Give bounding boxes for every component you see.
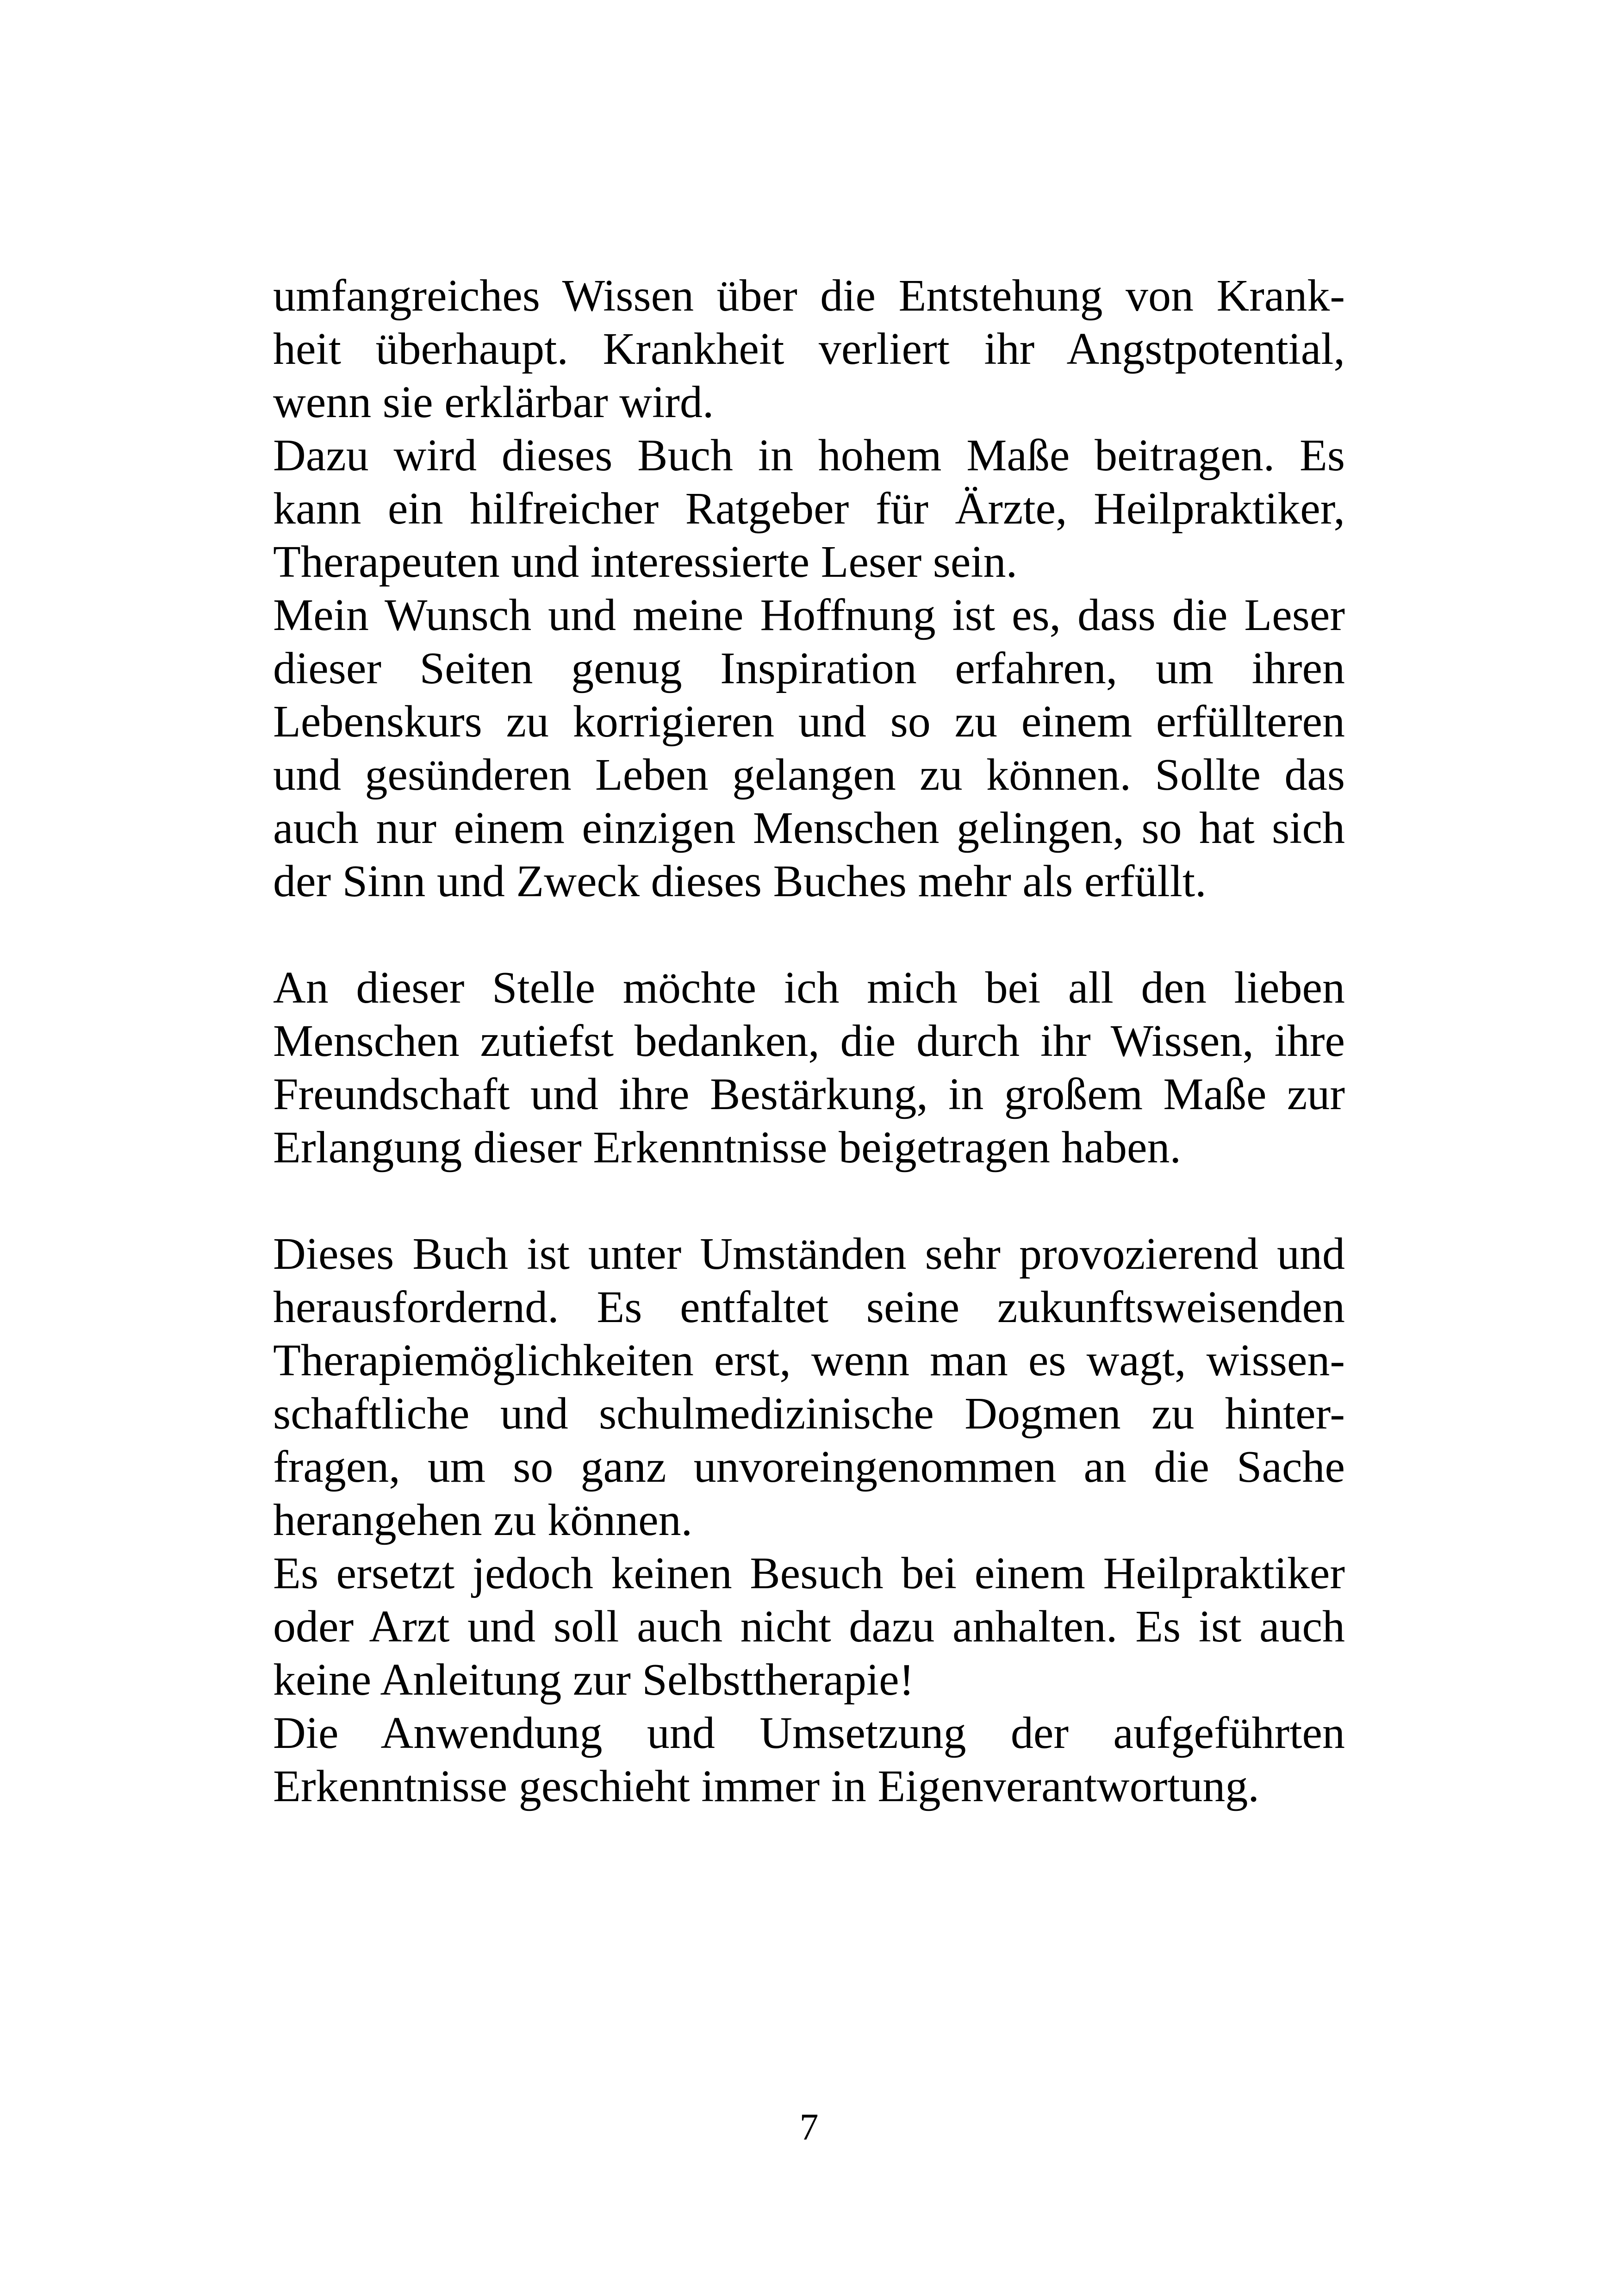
text-line: An dieser Stelle möchte ich mich bei all den lieben (273, 963, 1345, 1013)
text-line: Erlangung dieser Erkenntnisse beigetragen haben. (273, 1123, 1182, 1173)
text-line: Mein Wunsch und meine Hoffnung ist es, dass die Leser (273, 590, 1345, 640)
text-line: Erkenntnisse geschieht immer in Eigenverantwortung. (273, 1761, 1259, 1811)
body-text (273, 269, 1345, 1813)
text-line: heit überhaupt. Krankheit verliert ihr Angstpotential, (273, 324, 1345, 374)
text-line: herausfordernd. Es entfaltet seine zukunftsweisenden (273, 1282, 1345, 1332)
text-line: kann ein hilfreicher Ratgeber für Ärzte, Heilpraktiker, (273, 484, 1345, 534)
text-line: Freundschaft und ihre Bestärkung, in großem Maße zur (273, 1069, 1345, 1119)
text-line: Die Anwendung und Umsetzung der aufgeführten (273, 1708, 1345, 1758)
paragraph-gap (273, 908, 1345, 961)
text-line: keine Anleitung zur Selbsttherapie! (273, 1655, 915, 1705)
text-line: Lebenskurs zu korrigieren und so zu einem erfüllteren (273, 697, 1345, 747)
paragraph-gap (273, 1174, 1345, 1228)
text-line: wenn sie erklärbar wird. (273, 377, 714, 427)
text-line: der Sinn und Zweck dieses Buches mehr als erfüllt. (273, 856, 1207, 906)
text-line: Therapeuten und interessierte Leser sein. (273, 537, 1018, 587)
text-line: Therapiemöglichkeiten erst, wenn man es wagt, wissen- (273, 1335, 1345, 1385)
text-line: und gesünderen Leben gelangen zu können. Sollte das (273, 750, 1345, 800)
text-line: Dieses Buch ist unter Umständen sehr provozierend und (273, 1229, 1345, 1279)
text-line: oder Arzt und soll auch nicht dazu anhalten. Es ist auch (273, 1602, 1345, 1652)
text-line: auch nur einem einzigen Menschen gelingen, so hat sich (273, 803, 1345, 853)
text-line: Menschen zutiefst bedanken, die durch ihr Wissen, ihre (273, 1016, 1345, 1066)
text-line: fragen, um so ganz unvoreingenommen an die Sache (273, 1442, 1345, 1492)
text-line: dieser Seiten genug Inspiration erfahren, um ihren (273, 643, 1345, 693)
text-line: schaftliche und schulmedizinische Dogmen zu hinter- (273, 1389, 1345, 1439)
text-line: umfangreiches Wissen über die Entstehung von Krank- (273, 271, 1345, 321)
text-line: Es ersetzt jedoch keinen Besuch bei einem Heilpraktiker (273, 1548, 1345, 1598)
text-line: herangehen zu können. (273, 1495, 693, 1545)
page-number: 7 (799, 2106, 819, 2148)
text-line: Dazu wird dieses Buch in hohem Maße beitragen. Es (273, 430, 1345, 480)
